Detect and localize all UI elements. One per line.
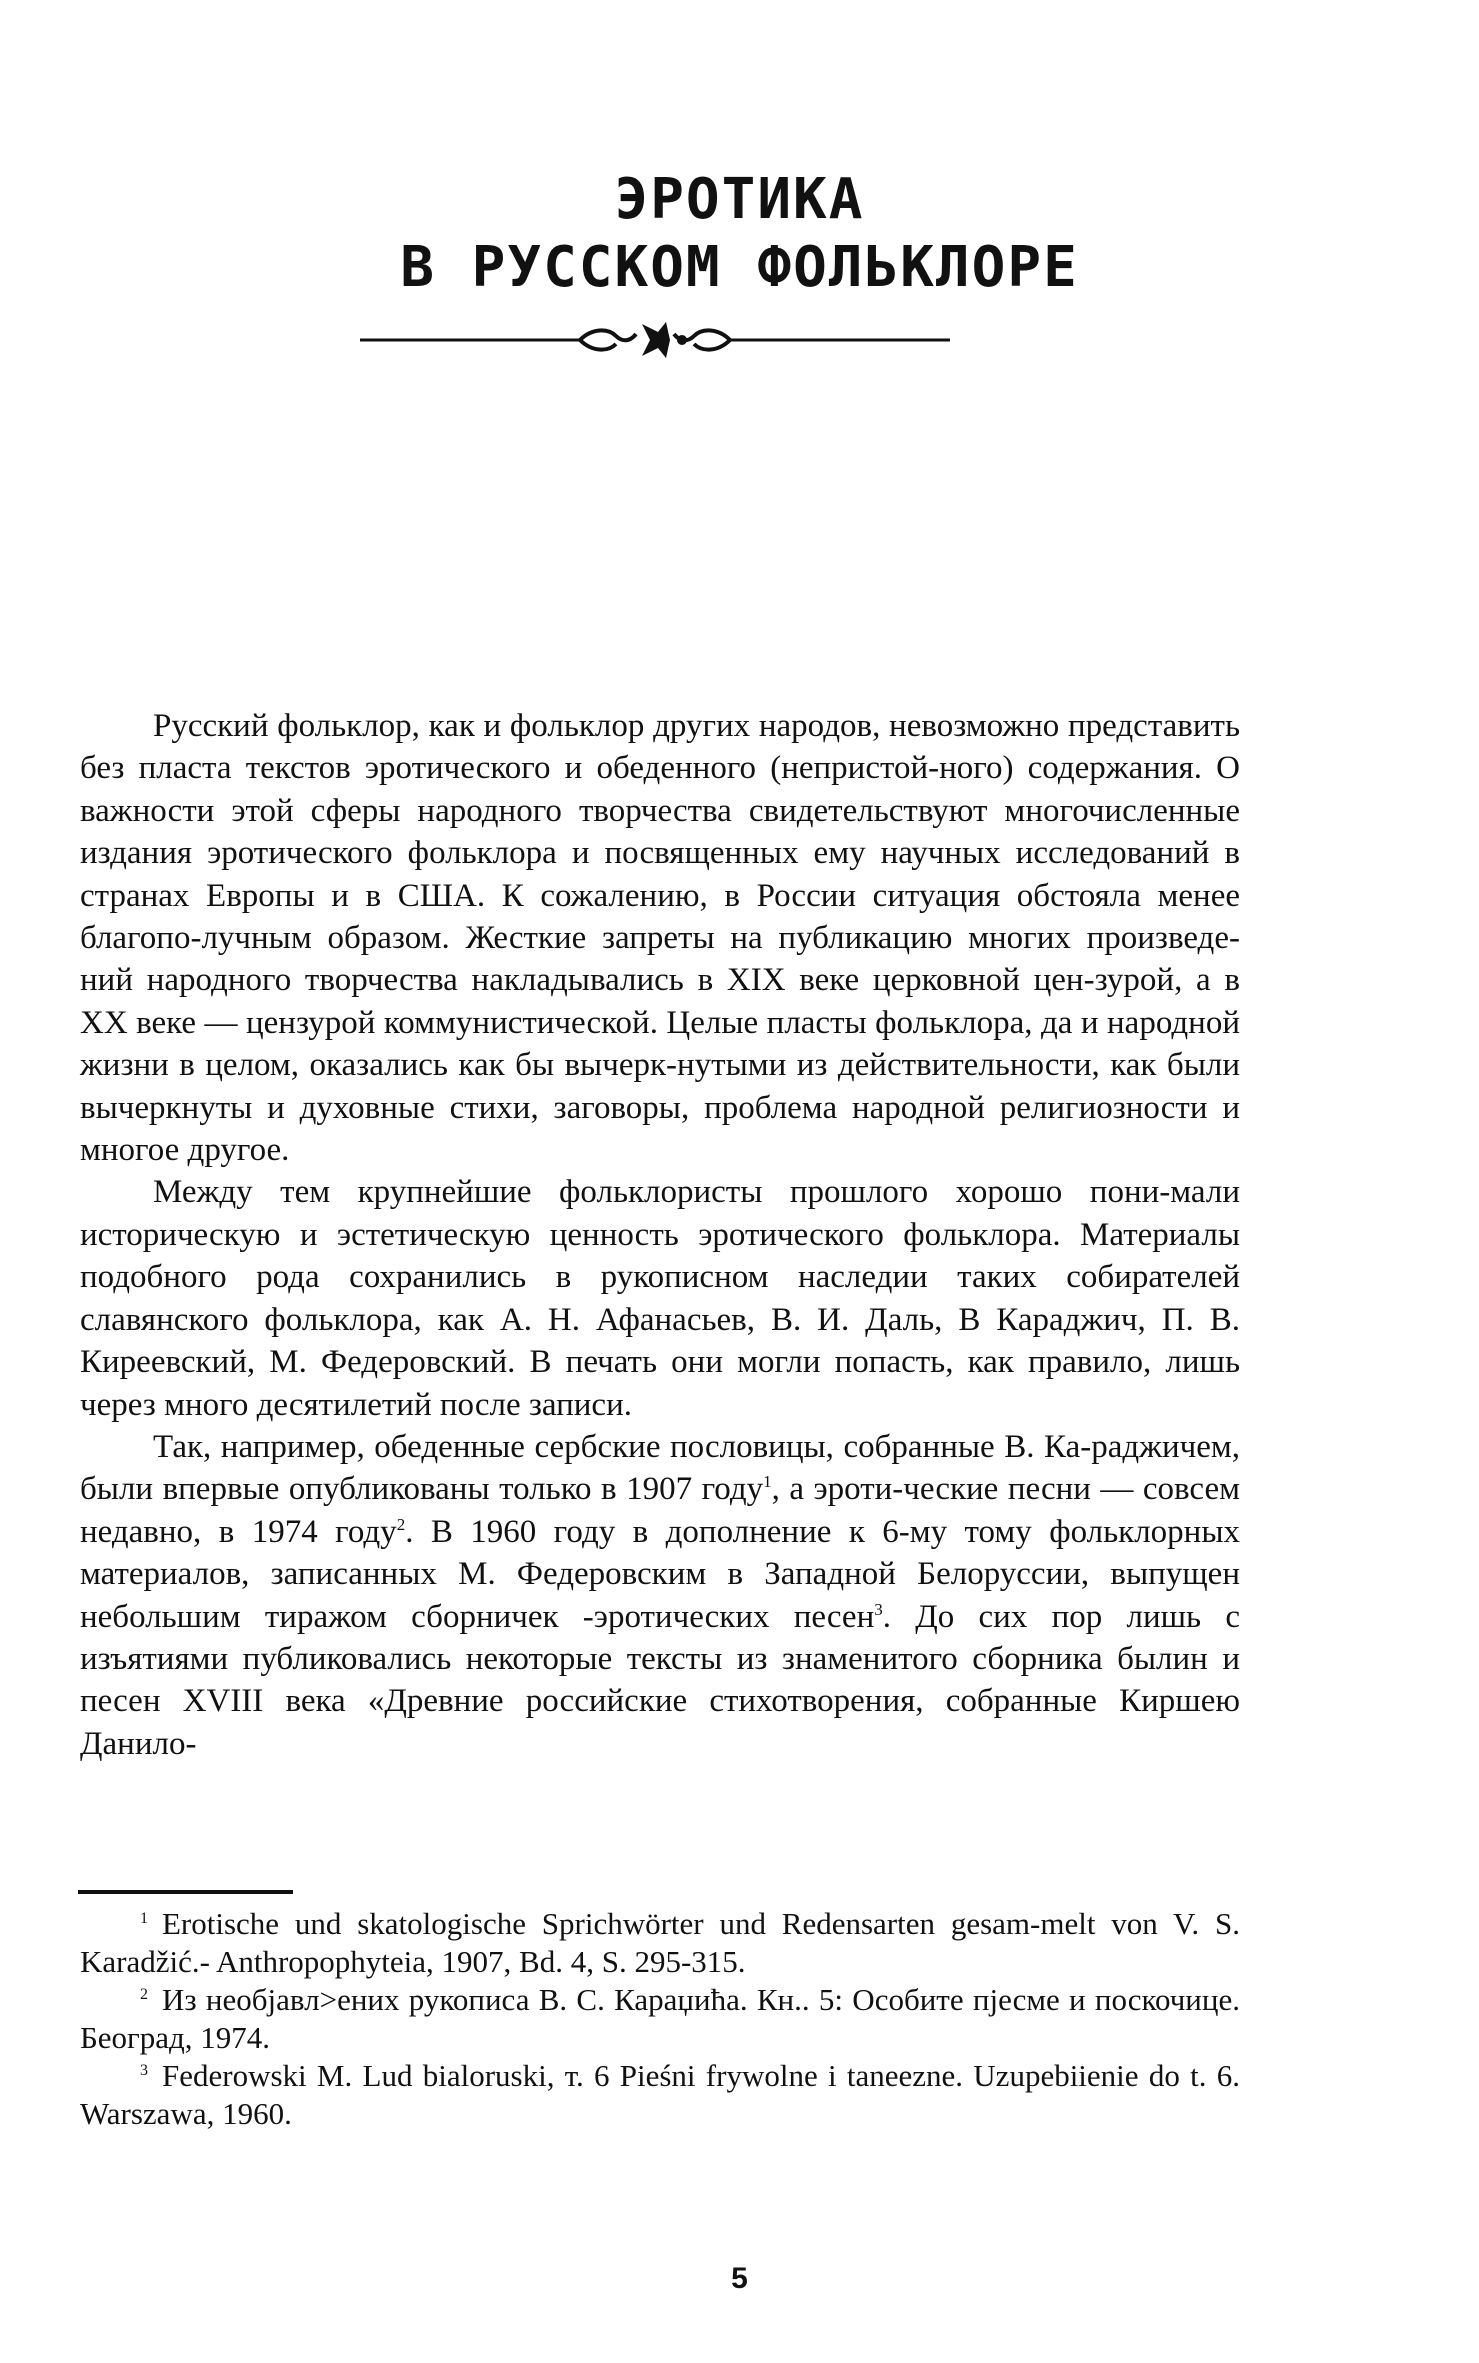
footnote-ref-2[interactable]: 2 [396, 1514, 406, 1534]
footnote-1 [80, 1905, 1240, 1981]
footnote-1-mark: 1 [140, 1909, 148, 1927]
footnotes [80, 1905, 1240, 2133]
footnote-2-text: Из необјавл>ених рукописа В. С. Караџића. Кн.. 5: Особите пјесме и поскочице. Београд, 1974. [80, 1982, 1240, 2055]
footnote-3 [80, 2057, 1240, 2133]
paragraph-2: Между тем крупнейшие фольклористы прошлого хорошо пони-мали историческую и эстетическую ценность эротического фольклора. Материалы подобного рода сохранились в рукописном наследии таких собирателей славянского фольклора, как А. Н. Афанасьев, В. И. Даль, В Караджич, П. В. Киреевский, М. Федеровский. В печать они могли попасть, как правило, лишь через много десятилетий после записи. [80, 1174, 1240, 1423]
footnote-ref-3[interactable]: 3 [874, 1599, 883, 1619]
footnote-2-mark: 2 [140, 1985, 148, 2003]
footnote-divider [78, 1890, 293, 1894]
paragraph-1: Русский фольклор, как и фольклор других народов, невозможно представить без пласта текстов эротического и обеденного (непристой-ного) содержания. О важности этой сферы народного творчества свидетельствуют многочисленные издания эротического фольклора и посвященных ему научных исследований в странах Европы и в США. К сожалению, в России ситуация обстояла менее благопо-лучным образом. Жесткие запреты на публикацию многих произведе-ний народного творчества накладывались в XIX веке церковной цен-зурой, а в XX веке — цензурой коммунистической. Целые пласты фольклора, да и народной жизни в целом, оказались как бы вычерк-нутыми из действительности, как были вычеркнуты и духовные стихи, заговоры, проблема народной религиозности и многое другое. [80, 708, 1240, 1169]
chapter-title-line-1: ЭРОТИКА [614, 167, 865, 232]
chapter-title-line-2: В РУССКОМ ФОЛЬКЛОРЕ [400, 235, 1079, 300]
page-number: 5 [731, 2262, 748, 2295]
paragraph-3-part-a: Так, например, обеденные сербские пословицы, собранные В. Ка-раджичем, были впервые опубликованы только в 1907 году [80, 1428, 1240, 1508]
paragraph-3 [80, 1426, 1240, 1765]
paragraph-3-part-d: . До сих пор лишь с изъятиями публиковались некоторые тексты из знаменитого сборника былин и песен XVIII века «Древние российские стихотворения, собранные Киршею Данило- [80, 1598, 1240, 1762]
flourish-ornament-icon [360, 318, 950, 362]
paragraph-3-part-c: . В 1960 году в дополнение к 6-му тому фольклорных материалов, записанных М. Федеровским в Западной Белоруссии, выпущен небольшим тиражом сборничек -эротических песен [80, 1513, 1240, 1635]
footnote-3-mark: 3 [140, 2061, 148, 2079]
footnote-ref-1[interactable]: 1 [763, 1472, 772, 1492]
footnote-2 [80, 1981, 1240, 2057]
main-text [80, 705, 1240, 1765]
footnote-1-text: Erotische und skatologische Sprichwörter und Redensarten gesam-melt von V. S. Karadžić.- Anthropophyteia, 1907, Bd. 4, S. 295-315. [80, 1906, 1240, 1979]
paragraph-3-part-b: , а эроти-ческие песни — совсем недавно, в 1974 году [80, 1471, 1240, 1550]
footnote-3-text: Federowski M. Lud bialoruski, т. 6 Pieśni frywolne i taneezne. Uzupebiienie do t. 6. Warszawa, 1960. [80, 2058, 1240, 2131]
